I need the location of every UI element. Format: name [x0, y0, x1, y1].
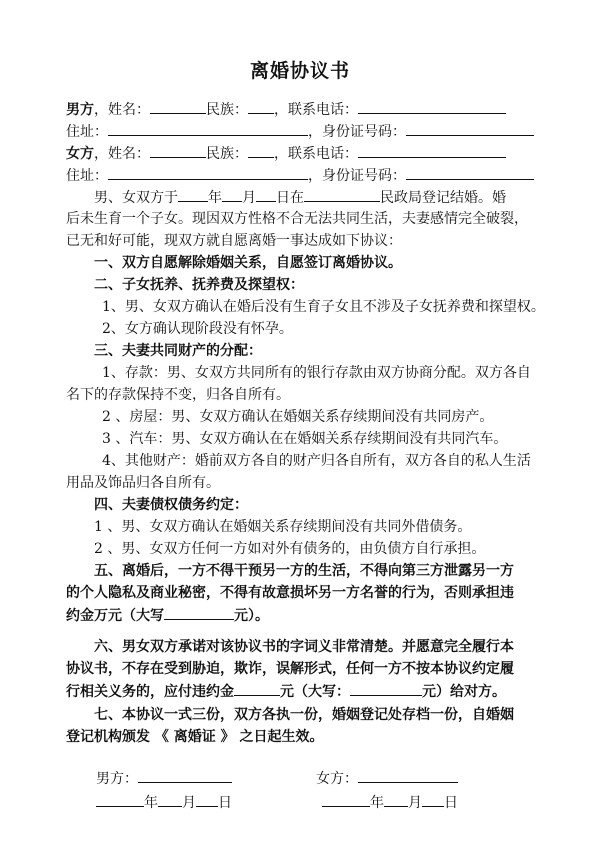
marriage-year-blank[interactable] — [178, 187, 208, 202]
male-label: 男方 — [66, 102, 94, 118]
address-label: 住址： — [66, 168, 108, 184]
male-address-blank[interactable] — [108, 121, 308, 136]
section-5-line-3 — [66, 605, 269, 626]
month-label: 月 — [242, 190, 256, 206]
section-4-heading: 四、夫妻债权债务约定： — [94, 497, 248, 513]
female-phone-blank[interactable] — [358, 143, 506, 158]
male-address-row — [66, 121, 534, 142]
male-phone-blank[interactable] — [358, 99, 506, 114]
section-6-line-2: 协议书，不存在受到胁迫，欺诈，误解形式，任何一方不按本协议约定履 — [66, 661, 514, 677]
intro-line-1 — [94, 187, 506, 208]
section-3-item-1b: 名下的存款保持不变，归各自所有。 — [66, 387, 290, 403]
damages-uppercase-blank[interactable] — [350, 681, 422, 696]
section-7-line-1: 七、本协议一式三份，双方各执一份，婚姻登记处存档一份，自婚姻 — [94, 707, 514, 723]
male-signature-label: 男方： — [96, 771, 138, 787]
female-signature-blank[interactable] — [358, 768, 458, 783]
ethnic-label: 民族： — [206, 102, 248, 118]
female-sign-date — [322, 792, 458, 813]
female-address-row — [66, 165, 534, 186]
section-1: 一、双方自愿解除婚姻关系，自愿签订离婚协议。 — [94, 255, 402, 271]
day-label: 日在 — [276, 190, 304, 206]
intro-line-2: 后未生育一个子女。现因双方性格不合无法共同生活，夫妻感情完全破裂， — [66, 211, 528, 227]
section-3-heading: 三、夫妻共同财产的分配： — [94, 343, 262, 359]
male-signature — [96, 768, 232, 789]
penalty-unit: 元）。 — [234, 608, 269, 624]
penalty-text: 约金万元（大写 — [66, 608, 164, 624]
name-label: ，姓名： — [94, 146, 150, 162]
section-3-item-4b: 用品及饰品归各自所有。 — [66, 475, 220, 491]
bureau-blank[interactable] — [304, 187, 380, 202]
male-signature-blank[interactable] — [138, 768, 232, 783]
section-3-item-4a: 4、其他财产：婚前双方各自的财产归各自所有，双方各自的私人生活 — [102, 453, 531, 469]
ethnic-label: 民族： — [206, 146, 248, 162]
female-signature — [316, 768, 458, 789]
penalty-uppercase-blank[interactable] — [164, 605, 234, 620]
section-5-line-1: 五、离婚后，一方不得干预另一方的生活，不得向第三方泄露另一方 — [94, 563, 514, 579]
male-sign-date — [96, 792, 232, 813]
marriage-day-blank[interactable] — [256, 187, 276, 202]
section-4-item-2: 2 、男、女双方任何一方如对外有债务的，由负债方自行承担。 — [94, 541, 486, 557]
female-info-row — [66, 143, 506, 164]
registered-text: 民政局登记结婚。婚 — [380, 190, 506, 206]
male-sign-month-blank[interactable] — [158, 792, 182, 807]
damages-amount-blank[interactable] — [234, 681, 280, 696]
section-2-item-2: 2、女方确认现阶段没有怀孕。 — [102, 321, 293, 337]
damages-end-text: 元）给对方。 — [422, 684, 506, 700]
female-sign-year-blank[interactable] — [322, 792, 370, 807]
section-6-line-1: 六、男女双方承诺对该协议书的字词义非常清楚。并愿意完全履行本 — [94, 639, 514, 655]
section-2-item-1: 1、男、女双方确认在婚后没有生育子女且不涉及子女抚养费和探望权。 — [102, 299, 545, 315]
section-6-line-3 — [66, 681, 506, 702]
day-label: 日 — [444, 795, 458, 811]
section-4-item-1: 1 、男、女双方确认在婚姻关系存续期间没有共同外借债务。 — [94, 519, 472, 535]
address-label: 住址： — [66, 124, 108, 140]
male-sign-day-blank[interactable] — [196, 792, 218, 807]
section-3-item-3: 3 、汽车：男、女双方确认在在婚姻关系存续期间没有共同汽车。 — [102, 431, 508, 447]
id-label: ，身份证号码： — [308, 168, 406, 184]
liquidated-damages-text: 行相关义务的，应付违约金 — [66, 684, 234, 700]
male-info-row — [66, 99, 506, 120]
id-label: ，身份证号码： — [308, 124, 406, 140]
month-label: 月 — [182, 795, 196, 811]
day-label: 日 — [218, 795, 232, 811]
marriage-month-blank[interactable] — [222, 187, 242, 202]
year-label: 年 — [144, 795, 158, 811]
female-ethnic-blank[interactable] — [248, 143, 274, 158]
phone-label: ，联系电话： — [274, 102, 358, 118]
damages-uppercase-label: 元（大写： — [280, 684, 350, 700]
female-signature-label: 女方： — [316, 771, 358, 787]
female-sign-month-blank[interactable] — [384, 792, 408, 807]
male-name-blank[interactable] — [150, 99, 206, 114]
section-5-line-2: 的个人隐私及商业秘密，不得有故意损坏另一方名誉的行为，否则承担违 — [66, 585, 514, 601]
month-label: 月 — [408, 795, 422, 811]
name-label: ，姓名： — [94, 102, 150, 118]
section-2-heading: 二、子女抚养、抚养费及探望权： — [94, 277, 304, 293]
female-address-blank[interactable] — [108, 165, 308, 180]
male-id-blank[interactable] — [406, 121, 534, 136]
female-id-blank[interactable] — [406, 165, 534, 180]
male-sign-year-blank[interactable] — [96, 792, 144, 807]
male-ethnic-blank[interactable] — [248, 99, 274, 114]
phone-label: ，联系电话： — [274, 146, 358, 162]
intro-line-3: 已无和好可能，现双方就自愿离婚一事达成如下协议： — [66, 233, 402, 249]
female-sign-day-blank[interactable] — [422, 792, 444, 807]
section-3-item-1a: 1、存款：男、女双方共同所有的银行存款由双方协商分配。双方各自 — [102, 365, 531, 381]
section-3-item-2: 2 、房屋：男、女双方确认在婚姻关系存续期间没有共同房产。 — [102, 409, 494, 425]
document-title: 离婚协议书 — [249, 60, 350, 82]
year-label: 年 — [370, 795, 384, 811]
year-label: 年 — [208, 190, 222, 206]
female-name-blank[interactable] — [150, 143, 206, 158]
intro-text: 男、女双方于 — [94, 190, 178, 206]
female-label: 女方 — [66, 146, 94, 162]
section-7-line-2: 登记机构颁发 《 离婚证 》 之日起生效。 — [66, 729, 324, 745]
